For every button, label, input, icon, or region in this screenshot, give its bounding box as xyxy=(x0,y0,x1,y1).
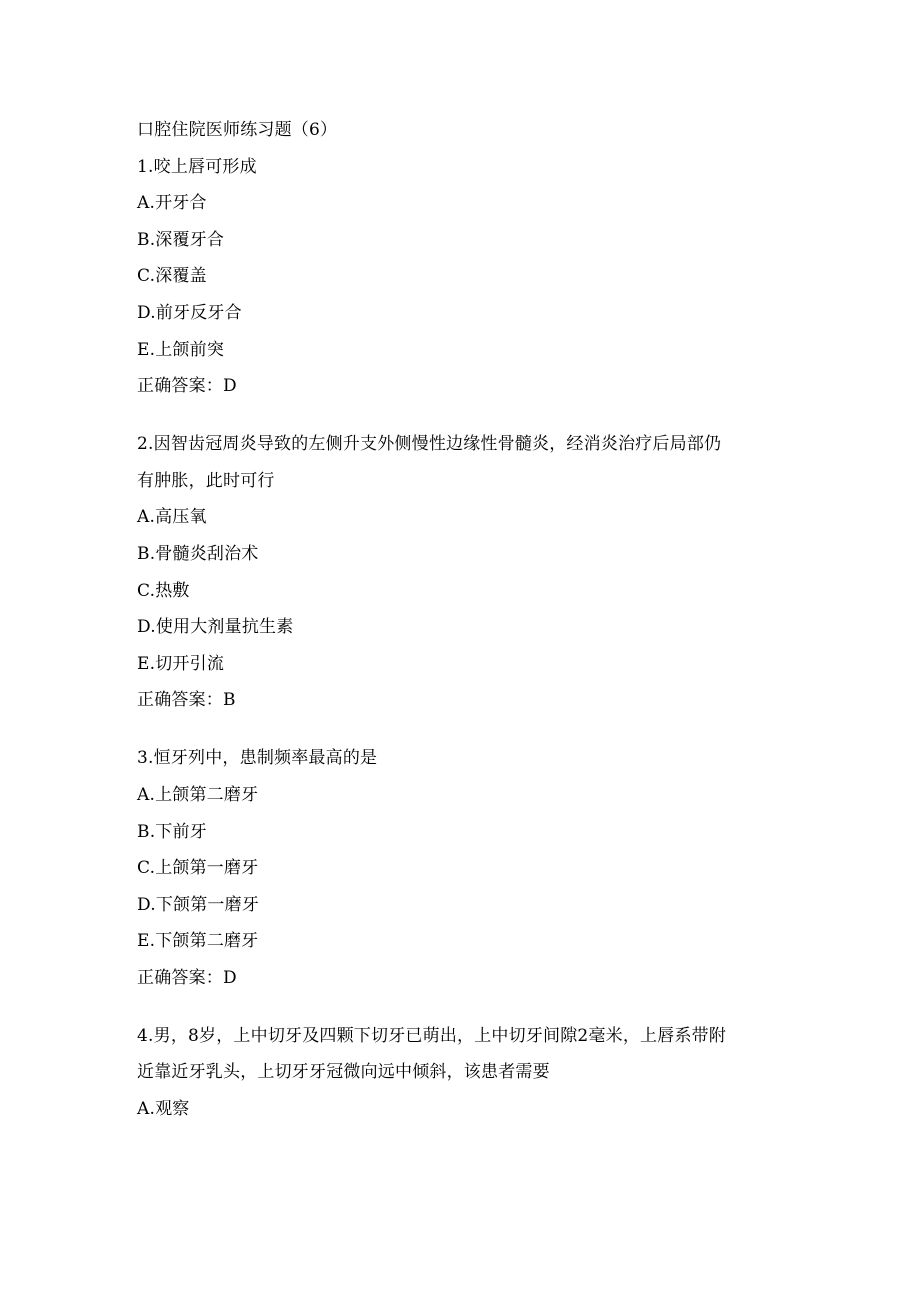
question-stem-line-2: 近靠近牙乳头，上切牙牙冠微向远中倾斜，该患者需要 xyxy=(137,1062,550,1083)
question-stem-line-2: 有肿胀，此时可行 xyxy=(137,470,275,491)
option-e: E.切开引流 xyxy=(137,653,225,674)
question-2 xyxy=(137,432,797,712)
option-a: A.上颌第二磨牙 xyxy=(137,784,259,805)
question-1 xyxy=(137,155,797,399)
option-c: C.深覆盖 xyxy=(137,266,207,287)
option-c: C.上颌第一磨牙 xyxy=(137,858,259,879)
option-d: D.使用大剂量抗生素 xyxy=(137,617,294,638)
question-4 xyxy=(137,1024,797,1121)
question-stem-line-1: 2.因智齿冠周炎导致的左侧升支外侧慢性边缘性骨髓炎，经消炎治疗后局部仍 xyxy=(137,434,722,455)
question-stem-line-1: 4.男，8岁，上中切牙及四颗下切牙已萌出，上中切牙间隙2毫米，上唇系带附 xyxy=(137,1025,727,1046)
option-e: E.下颌第二磨牙 xyxy=(137,931,259,952)
option-a: A.观察 xyxy=(137,1099,190,1120)
option-b: B.下前牙 xyxy=(137,821,207,842)
option-e: E.上颌前突 xyxy=(137,339,225,360)
option-b: B.骨髓炎刮治术 xyxy=(137,543,259,564)
option-d: D.下颌第一磨牙 xyxy=(137,894,260,915)
correct-answer: 正确答案：B xyxy=(137,690,236,711)
document-body xyxy=(137,118,797,1134)
question-3 xyxy=(137,746,797,990)
correct-answer: 正确答案：D xyxy=(137,376,237,397)
question-stem: 3.恒牙列中，患制频率最高的是 xyxy=(137,748,378,769)
option-a: A.高压氧 xyxy=(137,507,207,528)
question-stem: 1.咬上唇可形成 xyxy=(137,156,257,177)
correct-answer: 正确答案：D xyxy=(137,967,237,988)
option-b: B.深覆牙合 xyxy=(137,229,225,250)
option-a: A.开牙合 xyxy=(137,193,207,214)
option-c: C.热敷 xyxy=(137,580,190,601)
document-title: 口腔住院医师练习题（6） xyxy=(137,120,338,140)
option-d: D.前牙反牙合 xyxy=(137,302,242,323)
